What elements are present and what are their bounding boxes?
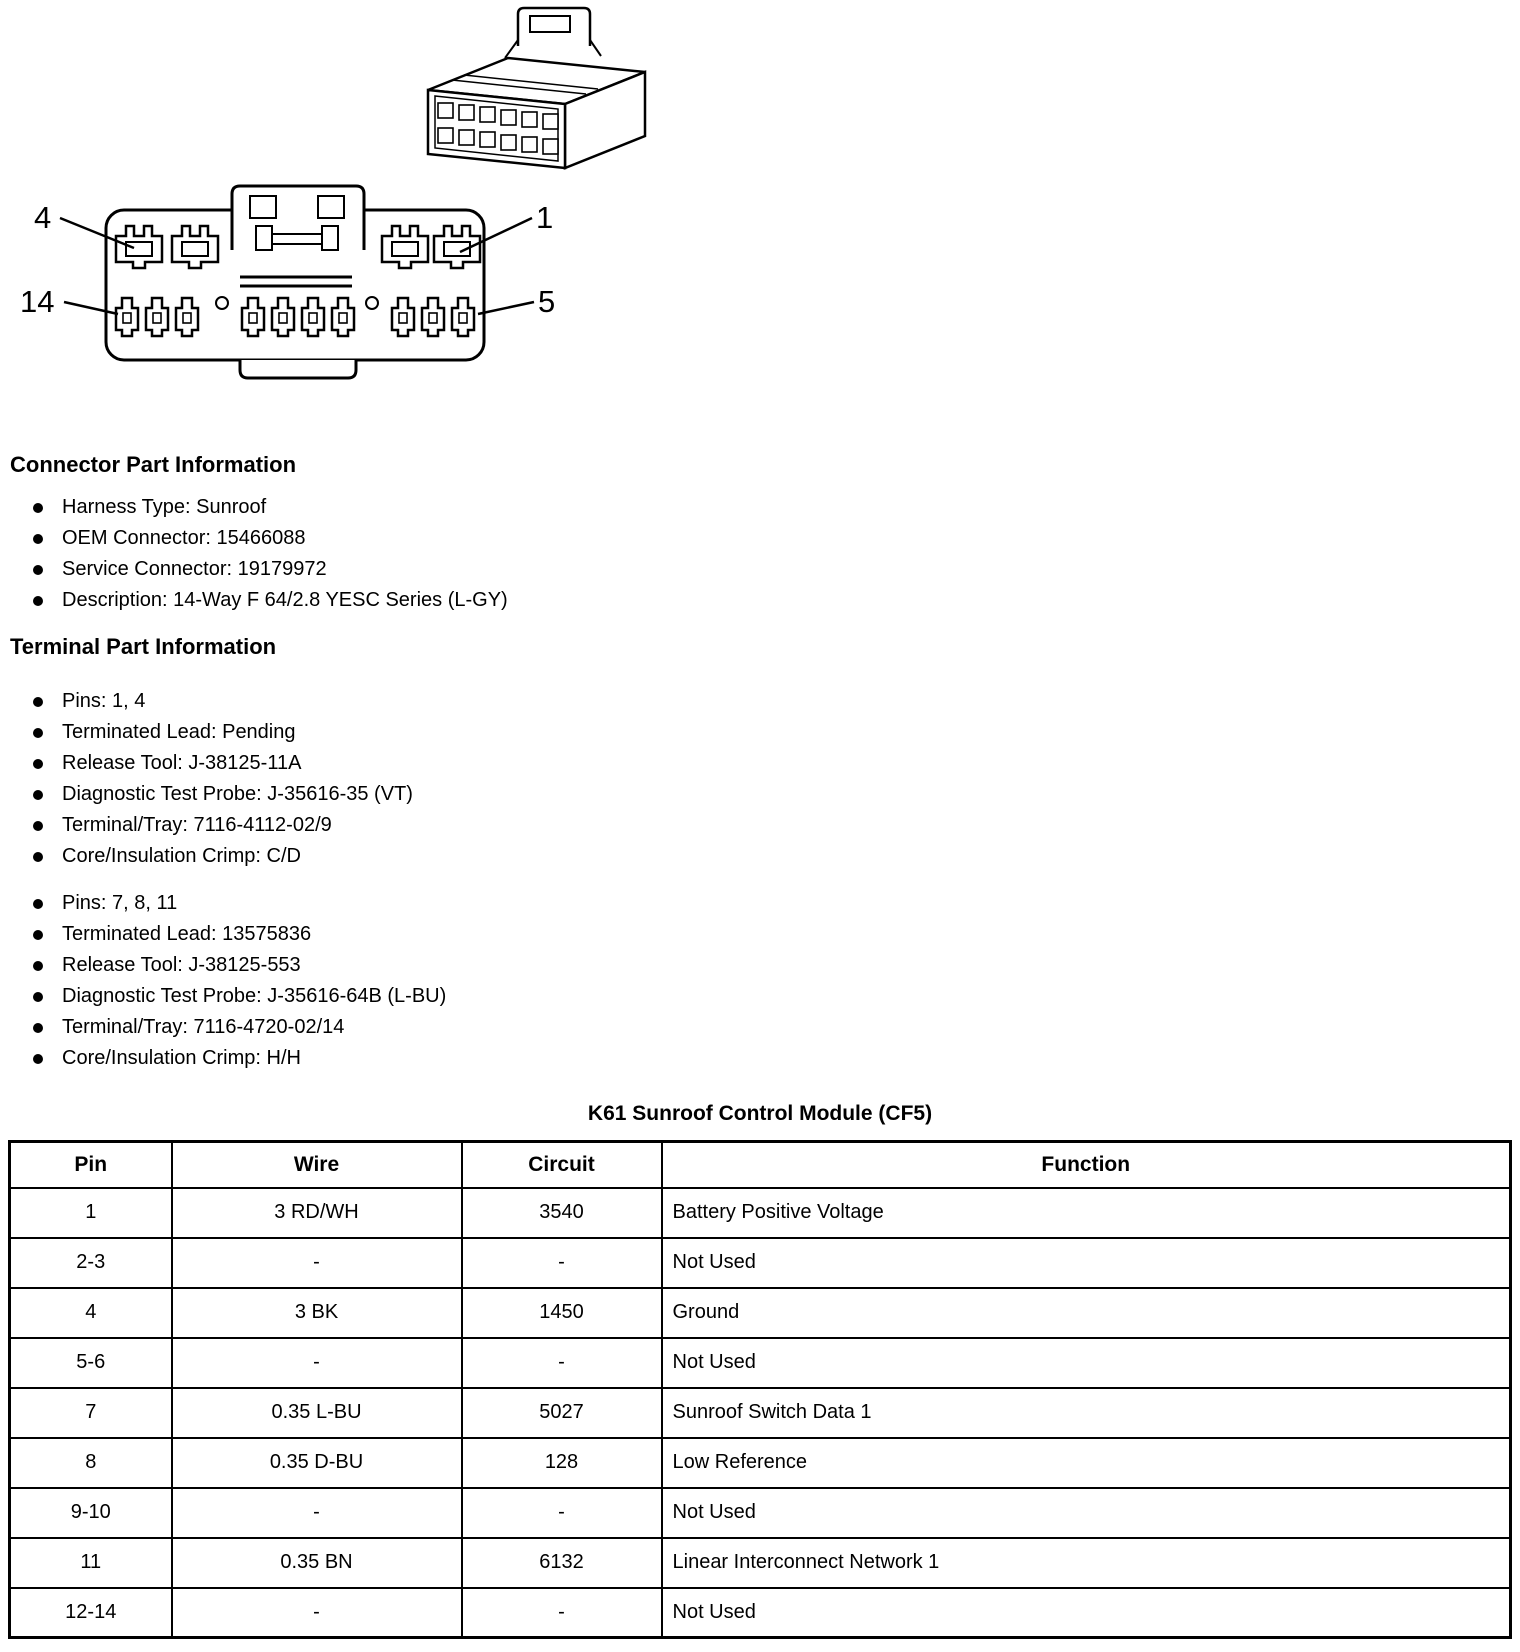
circuit-cell: 5027 bbox=[462, 1388, 662, 1438]
column-header-circuit: Circuit bbox=[462, 1142, 662, 1188]
connector-info-item: Harness Type: Sunroof bbox=[0, 492, 1520, 523]
wire-cell: 0.35 L-BU bbox=[172, 1388, 462, 1438]
function-cell: Sunroof Switch Data 1 bbox=[662, 1388, 1511, 1438]
wire-cell: - bbox=[172, 1238, 462, 1288]
terminal-part-information-title: Terminal Part Information bbox=[10, 634, 277, 659]
function-cell: Battery Positive Voltage bbox=[662, 1188, 1511, 1238]
connector-3d-view bbox=[428, 8, 645, 168]
pinout-table-title: K61 Sunroof Control Module (CF5) bbox=[587, 1102, 933, 1125]
pin-5-leader-line bbox=[478, 302, 534, 314]
table-row bbox=[10, 1188, 1511, 1238]
function-cell: Low Reference bbox=[662, 1438, 1511, 1488]
terminal-info-item: Terminated Lead: 13575836 bbox=[0, 919, 1520, 950]
circuit-cell: 1450 bbox=[462, 1288, 662, 1338]
pin-cell: 5-6 bbox=[10, 1338, 172, 1388]
table-row bbox=[10, 1288, 1511, 1338]
terminal-info-group-1 bbox=[0, 686, 1520, 872]
pin-cell: 2-3 bbox=[10, 1238, 172, 1288]
connector-front-view bbox=[106, 186, 484, 378]
terminal-info-group-2 bbox=[0, 888, 1520, 1074]
connector-info-item: Description: 14-Way F 64/2.8 YESC Series (L-GY) bbox=[0, 585, 1520, 616]
connector-diagram-svg bbox=[0, 0, 1520, 442]
terminal-info-item: Terminated Lead: Pending bbox=[0, 717, 1520, 748]
wire-cell: - bbox=[172, 1488, 462, 1538]
pin-cell: 9-10 bbox=[10, 1488, 172, 1538]
pinout-table bbox=[8, 1140, 1512, 1639]
connector-part-information-title: Connector Part Information bbox=[10, 452, 297, 477]
function-cell: Ground bbox=[662, 1288, 1511, 1338]
function-cell: Not Used bbox=[662, 1238, 1511, 1288]
pin-cell: 11 bbox=[10, 1538, 172, 1588]
pin-cell: 1 bbox=[10, 1188, 172, 1238]
table-row bbox=[10, 1488, 1511, 1538]
pin-cell: 8 bbox=[10, 1438, 172, 1488]
terminal-info-item: Release Tool: J-38125-553 bbox=[0, 950, 1520, 981]
connector-part-information-list bbox=[0, 492, 1520, 616]
circuit-cell: 3540 bbox=[462, 1188, 662, 1238]
table-header-row bbox=[10, 1142, 1511, 1188]
terminal-info-item: Core/Insulation Crimp: C/D bbox=[0, 841, 1520, 872]
table-row bbox=[10, 1238, 1511, 1288]
function-cell: Not Used bbox=[662, 1588, 1511, 1638]
circuit-cell: - bbox=[462, 1588, 662, 1638]
table-row bbox=[10, 1388, 1511, 1438]
circuit-cell: - bbox=[462, 1338, 662, 1388]
table-row bbox=[10, 1438, 1511, 1488]
column-header-function: Function bbox=[662, 1142, 1511, 1188]
connector-info-item: Service Connector: 19179972 bbox=[0, 554, 1520, 585]
circuit-cell: 6132 bbox=[462, 1538, 662, 1588]
terminal-info-item: Diagnostic Test Probe: J-35616-64B (L-BU) bbox=[0, 981, 1520, 1012]
column-header-wire: Wire bbox=[172, 1142, 462, 1188]
circuit-cell: - bbox=[462, 1238, 662, 1288]
pin-cell: 4 bbox=[10, 1288, 172, 1338]
function-cell: Not Used bbox=[662, 1338, 1511, 1388]
connector-diagrams bbox=[0, 0, 1520, 442]
connector-info-item: OEM Connector: 15466088 bbox=[0, 523, 1520, 554]
function-cell: Linear Interconnect Network 1 bbox=[662, 1538, 1511, 1588]
terminal-info-item: Release Tool: J-38125-11A bbox=[0, 748, 1520, 779]
pin-4-label: 4 bbox=[34, 200, 52, 235]
circuit-cell: 128 bbox=[462, 1438, 662, 1488]
pin-cell: 12-14 bbox=[10, 1588, 172, 1638]
pin-cell: 7 bbox=[10, 1388, 172, 1438]
wire-cell: - bbox=[172, 1338, 462, 1388]
table-row bbox=[10, 1338, 1511, 1388]
table-row bbox=[10, 1588, 1511, 1638]
pin-1-label: 1 bbox=[536, 200, 554, 235]
wire-cell: 0.35 D-BU bbox=[172, 1438, 462, 1488]
circuit-cell: - bbox=[462, 1488, 662, 1538]
terminal-info-item: Pins: 7, 8, 11 bbox=[0, 888, 1520, 919]
table-row bbox=[10, 1538, 1511, 1588]
terminal-info-item: Pins: 1, 4 bbox=[0, 686, 1520, 717]
terminal-info-item: Core/Insulation Crimp: H/H bbox=[0, 1043, 1520, 1074]
terminal-info-item: Terminal/Tray: 7116-4112-02/9 bbox=[0, 810, 1520, 841]
wire-cell: 0.35 BN bbox=[172, 1538, 462, 1588]
terminal-info-item: Terminal/Tray: 7116-4720-02/14 bbox=[0, 1012, 1520, 1043]
wire-cell: 3 RD/WH bbox=[172, 1188, 462, 1238]
pin-14-label: 14 bbox=[20, 284, 55, 319]
wire-cell: 3 BK bbox=[172, 1288, 462, 1338]
pin-5-label: 5 bbox=[538, 284, 556, 319]
column-header-pin: Pin bbox=[10, 1142, 172, 1188]
terminal-info-item: Diagnostic Test Probe: J-35616-35 (VT) bbox=[0, 779, 1520, 810]
wire-cell: - bbox=[172, 1588, 462, 1638]
function-cell: Not Used bbox=[662, 1488, 1511, 1538]
